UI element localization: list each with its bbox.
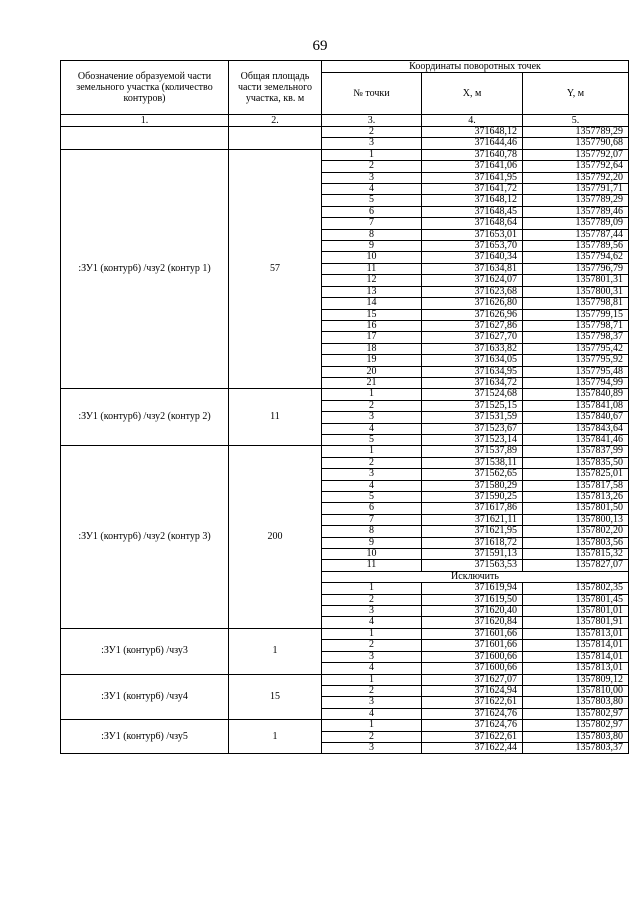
y-coordinate-cell: 1357801,45 — [523, 594, 629, 605]
y-coordinate-cell: 1357800,13 — [523, 514, 629, 525]
area-cell: 15 — [229, 674, 322, 720]
y-coordinate-cell: 1357792,20 — [523, 172, 629, 183]
y-coordinate-cell: 1357798,37 — [523, 332, 629, 343]
point-number-cell: 5 — [322, 434, 422, 445]
y-coordinate-cell: 1357789,56 — [523, 241, 629, 252]
point-number-cell: 3 — [322, 138, 422, 149]
x-coordinate-cell: 371537,89 — [422, 446, 523, 457]
x-coordinate-cell: 371634,72 — [422, 377, 523, 388]
point-number-cell: 1 — [322, 446, 422, 457]
x-coordinate-cell: 371619,94 — [422, 583, 523, 594]
y-coordinate-cell: 1357835,50 — [523, 457, 629, 468]
x-coordinate-cell: 371591,13 — [422, 549, 523, 560]
y-coordinate-cell: 1357813,01 — [523, 663, 629, 674]
y-coordinate-cell: 1357801,91 — [523, 617, 629, 628]
y-coordinate-cell: 1357789,09 — [523, 218, 629, 229]
y-coordinate-cell: 1357799,15 — [523, 309, 629, 320]
point-number-cell: 9 — [322, 537, 422, 548]
point-number-cell: 3 — [322, 412, 422, 423]
point-number-cell: 17 — [322, 332, 422, 343]
point-number-cell: 10 — [322, 252, 422, 263]
x-coordinate-cell: 371634,81 — [422, 263, 523, 274]
point-number-cell: 7 — [322, 218, 422, 229]
x-coordinate-cell: 371640,78 — [422, 149, 523, 160]
x-coordinate-cell: 371580,29 — [422, 480, 523, 491]
point-number-cell: 3 — [322, 469, 422, 480]
y-coordinate-cell: 1357787,44 — [523, 229, 629, 240]
header-x: X, м — [422, 73, 523, 115]
x-coordinate-cell: 371525,15 — [422, 400, 523, 411]
x-coordinate-cell: 371648,12 — [422, 195, 523, 206]
x-coordinate-cell: 371600,66 — [422, 663, 523, 674]
area-cell: 200 — [229, 446, 322, 629]
x-coordinate-cell: 371648,64 — [422, 218, 523, 229]
y-coordinate-cell: 1357827,07 — [523, 560, 629, 571]
point-number-cell: 5 — [322, 195, 422, 206]
x-coordinate-cell: 371641,95 — [422, 172, 523, 183]
y-coordinate-cell: 1357801,31 — [523, 275, 629, 286]
point-number-cell: 2 — [322, 127, 422, 138]
header-coordinates: Координаты поворотных точек — [322, 61, 629, 73]
point-number-cell: 4 — [322, 617, 422, 628]
y-coordinate-cell: 1357795,42 — [523, 343, 629, 354]
header-point-number: № точки — [322, 73, 422, 115]
y-coordinate-cell: 1357789,29 — [523, 195, 629, 206]
y-coordinate-cell: 1357841,46 — [523, 434, 629, 445]
coordinates-table — [60, 60, 629, 754]
point-number-cell: 5 — [322, 492, 422, 503]
x-coordinate-cell: 371634,95 — [422, 366, 523, 377]
x-coordinate-cell: 371621,95 — [422, 526, 523, 537]
y-coordinate-cell: 1357802,20 — [523, 526, 629, 537]
point-number-cell: 11 — [322, 263, 422, 274]
area-cell: 1 — [229, 720, 322, 754]
point-number-cell: 12 — [322, 275, 422, 286]
x-coordinate-cell: 371620,84 — [422, 617, 523, 628]
y-coordinate-cell: 1357803,56 — [523, 537, 629, 548]
x-coordinate-cell: 371524,68 — [422, 389, 523, 400]
header-area: Общая площадь части земельного участка, кв. м — [229, 61, 322, 115]
point-number-cell: 10 — [322, 549, 422, 560]
y-coordinate-cell: 1357802,35 — [523, 583, 629, 594]
table-row — [61, 149, 629, 160]
y-coordinate-cell: 1357800,31 — [523, 286, 629, 297]
col-number-1: 1. — [61, 115, 229, 127]
y-coordinate-cell: 1357802,97 — [523, 720, 629, 731]
y-coordinate-cell: 1357802,97 — [523, 708, 629, 719]
designation-cell — [61, 127, 229, 150]
x-coordinate-cell: 371624,94 — [422, 685, 523, 696]
point-number-cell: 8 — [322, 229, 422, 240]
point-number-cell: 4 — [322, 184, 422, 195]
header-designation: Обозначение образуемой части земельного участка (количество контуров) — [61, 61, 229, 115]
y-coordinate-cell: 1357817,58 — [523, 480, 629, 491]
x-coordinate-cell: 371601,66 — [422, 640, 523, 651]
x-coordinate-cell: 371634,05 — [422, 355, 523, 366]
table-row — [61, 446, 629, 457]
table-row — [61, 628, 629, 639]
point-number-cell: 6 — [322, 206, 422, 217]
point-number-cell: 4 — [322, 423, 422, 434]
x-coordinate-cell: 371622,61 — [422, 731, 523, 742]
col-number-4: 4. — [422, 115, 523, 127]
area-cell: 11 — [229, 389, 322, 446]
x-coordinate-cell: 371523,67 — [422, 423, 523, 434]
y-coordinate-cell: 1357825,01 — [523, 469, 629, 480]
y-coordinate-cell: 1357794,62 — [523, 252, 629, 263]
y-coordinate-cell: 1357815,32 — [523, 549, 629, 560]
y-coordinate-cell: 1357791,71 — [523, 184, 629, 195]
x-coordinate-cell: 371627,07 — [422, 674, 523, 685]
point-number-cell: 1 — [322, 674, 422, 685]
y-coordinate-cell: 1357794,99 — [523, 377, 629, 388]
x-coordinate-cell: 371562,65 — [422, 469, 523, 480]
x-coordinate-cell: 371619,50 — [422, 594, 523, 605]
x-coordinate-cell: 371523,14 — [422, 434, 523, 445]
point-number-cell: 1 — [322, 389, 422, 400]
x-coordinate-cell: 371653,70 — [422, 241, 523, 252]
point-number-cell: 2 — [322, 685, 422, 696]
point-number-cell: 1 — [322, 720, 422, 731]
y-coordinate-cell: 1357837,99 — [523, 446, 629, 457]
y-coordinate-cell: 1357809,12 — [523, 674, 629, 685]
y-coordinate-cell: 1357814,01 — [523, 640, 629, 651]
x-coordinate-cell: 371600,66 — [422, 651, 523, 662]
point-number-cell: 1 — [322, 628, 422, 639]
designation-cell: :ЗУ1 (контур6) /чзу5 — [61, 720, 229, 754]
point-number-cell: 11 — [322, 560, 422, 571]
x-coordinate-cell: 371653,01 — [422, 229, 523, 240]
x-coordinate-cell: 371538,11 — [422, 457, 523, 468]
y-coordinate-cell: 1357814,01 — [523, 651, 629, 662]
y-coordinate-cell: 1357792,64 — [523, 161, 629, 172]
x-coordinate-cell: 371624,07 — [422, 275, 523, 286]
table-row — [61, 720, 629, 731]
x-coordinate-cell: 371624,76 — [422, 708, 523, 719]
x-coordinate-cell: 371633,82 — [422, 343, 523, 354]
page-number: 69 — [312, 38, 328, 54]
y-coordinate-cell: 1357843,64 — [523, 423, 629, 434]
y-coordinate-cell: 1357803,80 — [523, 697, 629, 708]
y-coordinate-cell: 1357789,29 — [523, 127, 629, 138]
point-number-cell: 2 — [322, 731, 422, 742]
x-coordinate-cell: 371640,34 — [422, 252, 523, 263]
y-coordinate-cell: 1357795,92 — [523, 355, 629, 366]
point-number-cell: 15 — [322, 309, 422, 320]
area-cell: 1 — [229, 628, 322, 674]
x-coordinate-cell: 371620,40 — [422, 606, 523, 617]
x-coordinate-cell: 371626,96 — [422, 309, 523, 320]
col-number-2: 2. — [229, 115, 322, 127]
point-number-cell: 3 — [322, 697, 422, 708]
point-number-cell: 2 — [322, 594, 422, 605]
designation-cell: :ЗУ1 (контур6) /чзу2 (контур 2) — [61, 389, 229, 446]
point-number-cell: 2 — [322, 457, 422, 468]
x-coordinate-cell: 371623,68 — [422, 286, 523, 297]
x-coordinate-cell: 371590,25 — [422, 492, 523, 503]
point-number-cell: 3 — [322, 172, 422, 183]
point-number-cell: 2 — [322, 161, 422, 172]
x-coordinate-cell: 371563,53 — [422, 560, 523, 571]
x-coordinate-cell: 371622,61 — [422, 697, 523, 708]
table-row — [61, 127, 629, 138]
x-coordinate-cell: 371601,66 — [422, 628, 523, 639]
point-number-cell: 2 — [322, 400, 422, 411]
y-coordinate-cell: 1357810,00 — [523, 685, 629, 696]
x-coordinate-cell: 371626,80 — [422, 298, 523, 309]
y-coordinate-cell: 1357790,68 — [523, 138, 629, 149]
x-coordinate-cell: 371618,72 — [422, 537, 523, 548]
point-number-cell: 4 — [322, 708, 422, 719]
x-coordinate-cell: 371648,12 — [422, 127, 523, 138]
x-coordinate-cell: 371531,59 — [422, 412, 523, 423]
point-number-cell: 8 — [322, 526, 422, 537]
point-number-cell: 13 — [322, 286, 422, 297]
x-coordinate-cell: 371617,86 — [422, 503, 523, 514]
designation-cell: :ЗУ1 (контур6) /чзу4 — [61, 674, 229, 720]
point-number-cell: 18 — [322, 343, 422, 354]
designation-cell: :ЗУ1 (контур6) /чзу3 — [61, 628, 229, 674]
x-coordinate-cell: 371622,44 — [422, 742, 523, 753]
x-coordinate-cell: 371648,45 — [422, 206, 523, 217]
point-number-cell: 3 — [322, 742, 422, 753]
point-number-cell: 9 — [322, 241, 422, 252]
y-coordinate-cell: 1357796,79 — [523, 263, 629, 274]
point-number-cell: 6 — [322, 503, 422, 514]
x-coordinate-cell: 371641,06 — [422, 161, 523, 172]
x-coordinate-cell: 371627,70 — [422, 332, 523, 343]
table-row — [61, 389, 629, 400]
point-number-cell: 2 — [322, 640, 422, 651]
point-number-cell: 20 — [322, 366, 422, 377]
header-y: Y, м — [523, 73, 629, 115]
area-cell — [229, 127, 322, 150]
y-coordinate-cell: 1357841,08 — [523, 400, 629, 411]
point-number-cell: 16 — [322, 320, 422, 331]
section-label: Исключить — [322, 571, 629, 582]
x-coordinate-cell: 371644,46 — [422, 138, 523, 149]
col-number-3: 3. — [322, 115, 422, 127]
y-coordinate-cell: 1357840,89 — [523, 389, 629, 400]
y-coordinate-cell: 1357803,37 — [523, 742, 629, 753]
area-cell: 57 — [229, 149, 322, 389]
col-number-5: 5. — [523, 115, 629, 127]
y-coordinate-cell: 1357801,50 — [523, 503, 629, 514]
y-coordinate-cell: 1357795,48 — [523, 366, 629, 377]
x-coordinate-cell: 371624,76 — [422, 720, 523, 731]
y-coordinate-cell: 1357813,26 — [523, 492, 629, 503]
point-number-cell: 1 — [322, 583, 422, 594]
y-coordinate-cell: 1357813,01 — [523, 628, 629, 639]
x-coordinate-cell: 371621,11 — [422, 514, 523, 525]
table-row — [61, 674, 629, 685]
point-number-cell: 14 — [322, 298, 422, 309]
point-number-cell: 21 — [322, 377, 422, 388]
point-number-cell: 19 — [322, 355, 422, 366]
table-body — [61, 127, 629, 754]
x-coordinate-cell: 371641,72 — [422, 184, 523, 195]
y-coordinate-cell: 1357798,81 — [523, 298, 629, 309]
y-coordinate-cell: 1357792,07 — [523, 149, 629, 160]
point-number-cell: 7 — [322, 514, 422, 525]
designation-cell: :ЗУ1 (контур6) /чзу2 (контур 3) — [61, 446, 229, 629]
y-coordinate-cell: 1357801,01 — [523, 606, 629, 617]
point-number-cell: 1 — [322, 149, 422, 160]
y-coordinate-cell: 1357803,80 — [523, 731, 629, 742]
y-coordinate-cell: 1357798,71 — [523, 320, 629, 331]
y-coordinate-cell: 1357789,46 — [523, 206, 629, 217]
y-coordinate-cell: 1357840,67 — [523, 412, 629, 423]
point-number-cell: 4 — [322, 663, 422, 674]
designation-cell: :ЗУ1 (контур6) /чзу2 (контур 1) — [61, 149, 229, 389]
point-number-cell: 3 — [322, 651, 422, 662]
x-coordinate-cell: 371627,86 — [422, 320, 523, 331]
point-number-cell: 4 — [322, 480, 422, 491]
point-number-cell: 3 — [322, 606, 422, 617]
